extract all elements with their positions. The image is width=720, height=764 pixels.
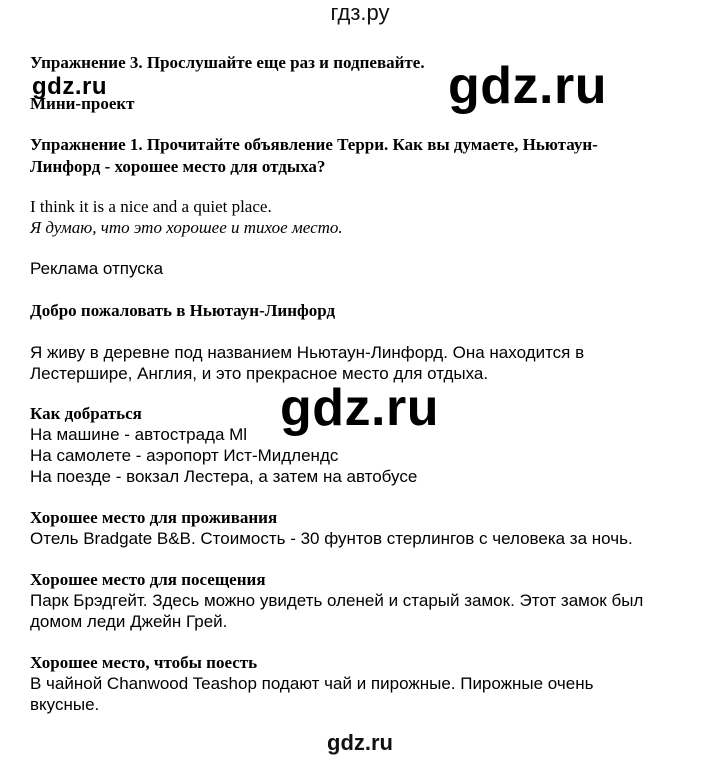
eat-line-1: В чайной Chanwood Teashop подают чай и пирожные. Пирожные очень bbox=[30, 674, 594, 693]
getting-there-heading: Как добраться bbox=[30, 404, 142, 423]
visit-line-2: домом леди Джейн Грей. bbox=[30, 612, 228, 631]
site-footer[interactable]: gdz.ru bbox=[327, 730, 393, 755]
site-header[interactable]: гдз.ру bbox=[330, 0, 390, 25]
ad-intro-line-2: Лестершире, Англия, и это прекрасное место для отдыха. bbox=[30, 364, 489, 383]
visit-line-1: Парк Брэдгейт. Здесь можно увидеть оленей и старый замок. Этот замок был bbox=[30, 591, 644, 610]
exercise-3-title: Упражнение 3. Прослушайте еще раз и подпевайте. bbox=[30, 53, 425, 72]
answer-russian: Я думаю, что это хорошее и тихое место. bbox=[30, 218, 343, 237]
answer-english: I think it is a nice and a quiet place. bbox=[30, 197, 272, 216]
ad-heading: Добро пожаловать в Ньютаун-Линфорд bbox=[30, 301, 336, 320]
exercise-1-title-line-1: Упражнение 1. Прочитайте объявление Терри. Как вы думаете, Ньютаун- bbox=[30, 135, 598, 154]
visit-heading: Хорошее место для посещения bbox=[30, 570, 266, 589]
exercise-1-title-line-2: Линфорд - хорошее место для отдыха? bbox=[30, 157, 326, 176]
mini-project-title: Мини-проект bbox=[30, 94, 135, 113]
getting-there-car: На машине - автострада Ml bbox=[30, 425, 248, 444]
ad-label: Реклама отпуска bbox=[30, 259, 164, 278]
eat-line-2: вкусные. bbox=[30, 695, 100, 714]
ad-intro-line-1: Я живу в деревне под названием Ньютаун-Линфорд. Она находится в bbox=[30, 343, 585, 362]
watermark-middle: gdz.ru bbox=[280, 379, 439, 437]
stay-text: Отель Bradgate B&B. Стоимость - 30 фунтов стерлингов с человека за ночь. bbox=[30, 529, 633, 548]
getting-there-plane: На самолете - аэропорт Ист-Мидлендс bbox=[30, 446, 339, 465]
stay-heading: Хорошее место для проживания bbox=[30, 508, 278, 527]
watermark-small: gdz.ru bbox=[32, 73, 107, 100]
watermark-large: gdz.ru bbox=[448, 57, 607, 115]
getting-there-train: На поезде - вокзал Лестера, а затем на автобусе bbox=[30, 467, 418, 486]
eat-heading: Хорошее место, чтобы поесть bbox=[30, 653, 258, 672]
